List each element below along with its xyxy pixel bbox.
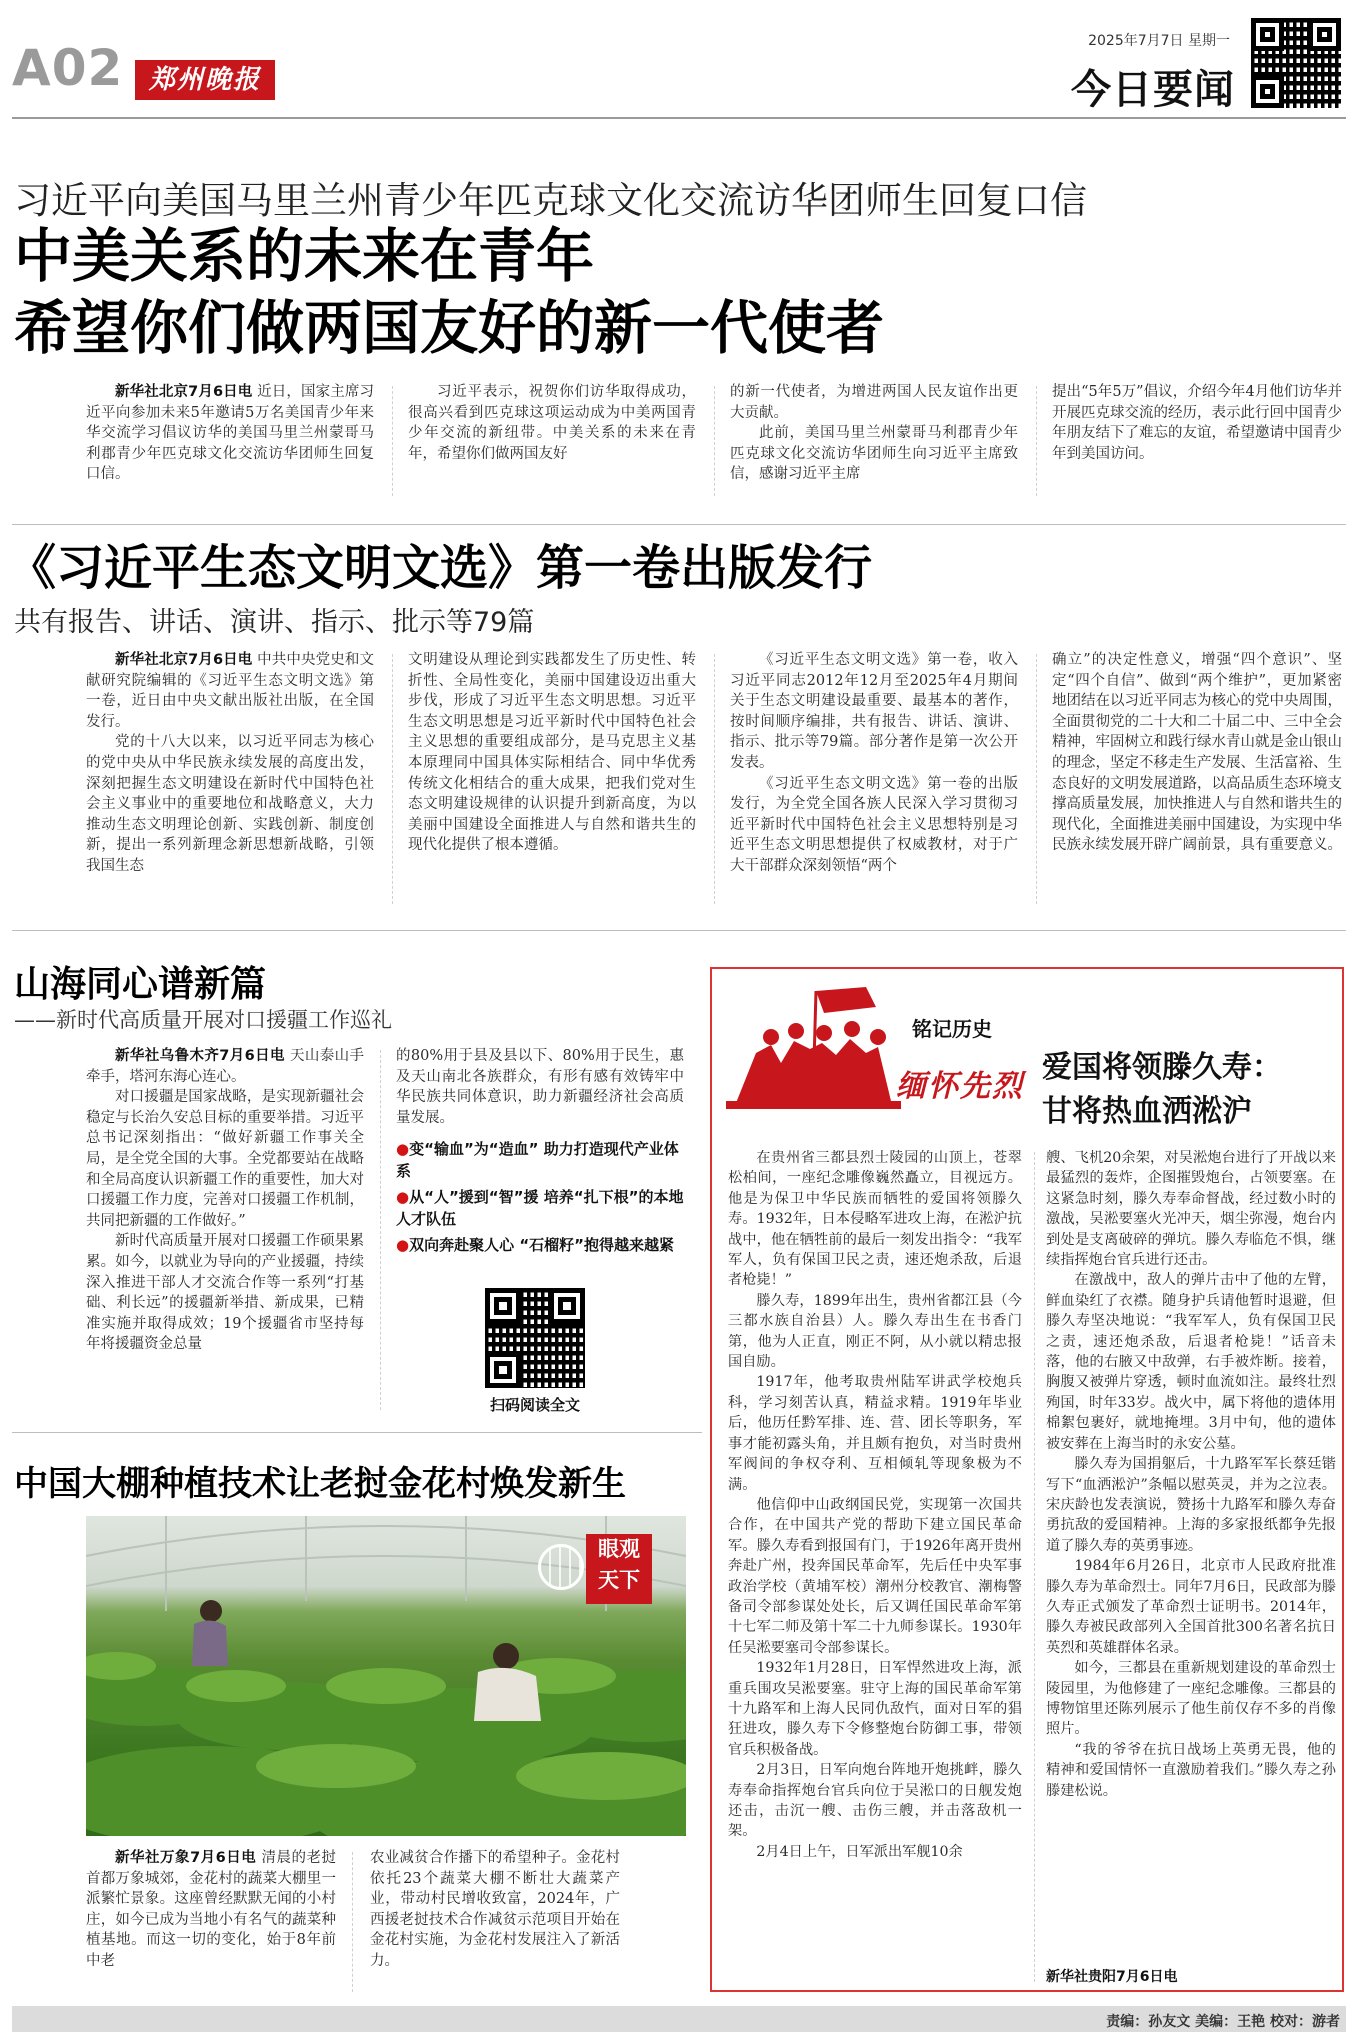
history-paragraph: 他信仰中山政纲国民党，实现第一次国共合作，在中国共产党的帮助下建立国民革命军。滕久寿看到报国有门，于1926年离开贵州奔赴广州，投奔国民革命军，先后任中央军事政治学校（黄埔军校）潮州分校教官、潮梅警备司令部参谋处处长，后又调任国民革命军第十七军二师及第十军二十九师参谋长。1930年任吴淞要塞司令部参谋长。: [728, 1496, 1022, 1656]
xinjiang-subtitle: ——新时代高质量开展对口援疆工作巡礼: [14, 1008, 392, 1032]
column-divider: [714, 386, 715, 496]
lead-col2-text: 习近平表示，祝贺你们访华取得成功，很高兴看到匹克球这项运动成为中美两国青少年交流的新纽带。中美关系的未来在青年，希望你们做两国友好: [408, 384, 696, 462]
key-point-text: 从“人”援到“智”援 培养“扎下根”的本地人才队伍: [396, 1188, 684, 1228]
section-title: 今日要闻: [1071, 67, 1235, 113]
history-paragraph: 在贵州省三都县烈士陵园的山顶上，苍翠松柏间，一座纪念雕像巍然矗立，目视远方。他是为保卫中华民族而牺牲的爱国将领滕久寿。1932年，日本侵略军进攻上海，在淞沪抗战中，他在牺牲前的最后一刻发出指令：“我军军人，负有保国卫民之责，速还炮杀敌，后退者枪毙！”: [728, 1150, 1022, 1289]
xinjiang-key-points: [396, 1138, 686, 1270]
paper-logo: 郑州晚报: [135, 60, 275, 100]
dateline: 新华社北京7月6日电: [115, 652, 253, 668]
lead-column-2: [408, 382, 696, 502]
eco-column-2: [408, 650, 696, 908]
section-rule: [12, 524, 1346, 525]
column-divider: [1034, 1152, 1035, 1982]
history-signoff: 新华社贵阳7月6日电: [1046, 1969, 1178, 1985]
eco-column-1: [86, 650, 374, 908]
bullet-icon: ●: [396, 1140, 410, 1158]
xinjiang-col1-text-c: 新时代高质量开展对口援疆工作硕果累累。如今，以就业为导向的产业援疆，持续深入推进干部人才交流合作等一系列“打基础、利长远”的援疆新举措、新成果，已精准实施并取得成效；19个援疆省市坚持每年将援疆资金总量: [86, 1233, 364, 1353]
lead-title-line1: 中美关系的未来在青年: [14, 222, 595, 290]
masthead-rule: [12, 117, 1346, 119]
history-title-line1: 爱国将领滕久寿：: [1042, 1050, 1282, 1085]
lead-col1-text: 近日，国家主席习近平向参加未来5年邀请5万名美国青少年来华交流学习倡议访华的美国马里兰州蒙哥马利郡青少年匹克球文化交流访华团师生回复口信。: [86, 384, 374, 483]
lead-col3-text-b: 此前，美国马里兰州蒙哥马利郡青少年匹克球文化交流访华团师生向习近平主席致信，感谢习近平主席: [730, 425, 1018, 483]
section-badge: [586, 1534, 652, 1604]
eco-title: 《习近平生态文明文选》第一卷出版发行: [8, 540, 873, 596]
column-divider: [392, 386, 393, 496]
village-col1-text: 清晨的老挝首都万象城郊，金花村的蔬菜大棚里一派繁忙景象。这座曾经默默无闻的小村庄，如今已成为当地小有名气的蔬菜种植基地。而这一切的变化，始于8年前中老: [86, 1850, 336, 1969]
badge-line-2: 天下: [598, 1568, 640, 1592]
section-rule: [12, 1432, 702, 1433]
history-paragraph: 艘、飞机20余架，对吴淞炮台进行了开战以来最猛烈的轰炸，企图摧毁炮台，占领要塞。在这紧急时刻，滕久寿奉命督战，经过数小时的激战，吴淞要塞火光冲天，烟尘弥漫，炮台内到处是支离破碎的弹坑。滕久寿临危不惧，继续指挥炮台官兵进行还击。: [1046, 1150, 1336, 1269]
masthead-qr-code[interactable]: [1251, 18, 1341, 108]
xinjiang-col1-text-a: 天山泰山手牵手，塔河东海心连心。: [86, 1048, 364, 1085]
eco-col1-text-a: 中共中央党史和文献研究院编辑的《习近平生态文明文选》第一卷，近日由中央文献出版社出版，在全国发行。: [86, 652, 374, 730]
footer-credits: 责编：孙友文 美编：王艳 校对：游者: [1106, 2014, 1340, 2030]
section-rule: [12, 930, 1346, 931]
history-paragraph: 1984年6月26日，北京市人民政府批准滕久寿为革命烈士。同年7月6日，民政部为滕久寿正式颁发了革命烈士证明书。2014年，滕久寿被民政部列入全国首批300名著名抗日英烈和英雄群体名录。: [1046, 1558, 1336, 1656]
lead-title-line2: 希望你们做两国友好的新一代使者: [14, 294, 885, 362]
banner-label: 铭记历史: [912, 1017, 992, 1041]
history-column-1: [728, 1148, 1022, 1986]
lead-col3-text-a: 的新一代使者，为增进两国人民友谊作出更大贡献。: [730, 384, 1018, 421]
history-paragraph: 2月3日，日军向炮台阵地开炮挑衅，滕久寿奉命指挥炮台官兵向位于吴淞口的日舰发炮还击，击沉一艘、击伤三艘，并击落敌机一架。: [728, 1762, 1022, 1840]
xinjiang-column-1: [86, 1046, 364, 1416]
globe-icon: [538, 1544, 584, 1590]
farmer-figure-1: [192, 1600, 228, 1666]
column-divider: [380, 1050, 381, 1410]
farmer-figure-2: [474, 1643, 541, 1721]
banner-script: 缅怀先烈: [896, 1069, 1024, 1104]
greenhouse-photo: [86, 1516, 686, 1836]
column-divider: [714, 654, 715, 904]
eco-col2-text: 文明建设从理论到实践都发生了历史性、转折性、全局性变化，美丽中国建设迈出重大步伐，形成了习近平生态文明思想。习近平生态文明思想是习近平新时代中国特色社会主义思想的重要组成部分，是马克思主义基本原理同中国具体实际相结合、同中华优秀传统文化相结合的重大成果，把我们党对生态文明建设规律的认识提升到新高度，为以美丽中国建设全面推进人与自然和谐共生的现代化提供了根本遵循。: [408, 652, 696, 854]
eco-subtitle: 共有报告、讲话、演讲、指示、批示等79篇: [14, 607, 535, 638]
dateline: 新华社万象7月6日电: [115, 1850, 257, 1866]
issue-date: 2025年7月7日 星期一: [1088, 33, 1230, 49]
key-point: [396, 1186, 686, 1230]
xinjiang-title: 山海同心谱新篇: [14, 964, 267, 1005]
history-paragraph: 1917年，他考取贵州陆军讲武学校炮兵科，学习刻苦认真，精益求精。1919年毕业后，他历任黔军排、连、营、团长等职务，军事才能初露头角，并且颇有抱负，对当时贵州军阀间的争权夺利、互相倾轧等现象极为不满。: [728, 1374, 1022, 1493]
key-point: [396, 1234, 686, 1256]
xinjiang-col2-text: 的80%用于县及县以下、80%用于民生，惠及天山南北各族群众，有形有感有效铸牢中华民族共同体意识，助力新疆经济社会高质量发展。: [396, 1048, 684, 1126]
soldiers-silhouette-icon: [726, 983, 1036, 1133]
bullet-icon: ●: [396, 1188, 410, 1206]
history-column-2: [1046, 1148, 1336, 1964]
history-paragraph: 滕久寿，1899年出生，贵州省都江县（今三都水族自治县）人。滕久寿出生在书香门第，他为人正直，刚正不阿，从小就以精忠报国自励。: [728, 1292, 1022, 1371]
eco-column-4: [1052, 650, 1342, 908]
history-paragraph: 2月4日上午，日军派出军舰10余: [756, 1843, 963, 1860]
history-paragraph: 滕久寿为国捐躯后，十九路军军长蔡廷锴写下“血洒淞沪”条幅以慰英灵，并为之泣表。宋庆龄也发表演说，赞扬十九路军和滕久寿奋勇抗敌的爱国精神。上海的多家报纸都争先报道了滕久寿的英勇事迹。: [1046, 1456, 1336, 1554]
column-divider: [1036, 386, 1037, 496]
xinjiang-col1-text-b: 对口援疆是国家战略，是实现新疆社会稳定与长治久安总目标的重要举措。习近平总书记深刻指出：“做好新疆工作事关全局，是全党全国的大事。全党都要站在战略和全局高度认识新疆工作的重要性，加大对口援疆工作力度，完善对口援疆工作机制，共同把新疆的工作做好。”: [86, 1089, 364, 1229]
column-divider: [352, 1852, 353, 1992]
history-paragraph: 如今，三都县在重新规划建设的革命烈士陵园里，为他修建了一座纪念雕像。三都县的博物馆里还陈列展示了他生前仅存不多的肖像照片。: [1046, 1660, 1336, 1738]
bullet-icon: ●: [396, 1236, 410, 1254]
history-banner-art: [726, 983, 1036, 1133]
village-column-2: [370, 1848, 620, 1998]
history-paragraph: “我的爷爷在抗日战场上英勇无畏，他的精神和爱国情怀一直激励着我们。”滕久寿之孙滕建松说。: [1046, 1741, 1336, 1799]
page-number: A02: [12, 39, 124, 97]
lead-column-1: [86, 382, 374, 502]
key-point-text: 变“输血”为“造血” 助力打造现代产业体系: [396, 1140, 679, 1180]
dateline: 新华社乌鲁木齐7月6日电: [115, 1048, 285, 1064]
eco-col1-text-b: 党的十八大以来，以习近平同志为核心的党中央从中华民族永续发展的高度出发，深刻把握生态文明建设在新时代中国特色社会主义事业中的重要地位和战略意义，大力推动生态文明理论创新、实践创新、制度创新，提出一系列新理念新思想新战略，引领我国生态: [86, 734, 374, 874]
xinjiang-qr-code[interactable]: [485, 1288, 585, 1388]
badge-line-1: 眼观: [598, 1537, 640, 1561]
dateline: 新华社北京7月6日电: [115, 384, 253, 400]
lead-col4-text: 提出“5年5万”倡议，介绍今年4月他们访华并开展匹克球交流的经历，表示此行回中国青少年朋友结下了难忘的友谊，希望邀请中国青少年到美国访问。: [1052, 384, 1342, 462]
key-point: [396, 1138, 686, 1182]
village-title: 中国大棚种植技术让老挝金花村焕发新生: [14, 1464, 626, 1504]
qr-caption: 扫码阅读全文: [489, 1396, 580, 1414]
lead-kicker: 习近平向美国马里兰州青少年匹克球文化交流访华团师生回复口信: [14, 179, 1087, 222]
key-point-text: 双向奔赴聚人心 “石榴籽”抱得越来越紧: [409, 1236, 675, 1254]
lead-column-3: [730, 382, 1018, 502]
eco-column-3: [730, 650, 1018, 908]
eco-col4-text: 确立”的决定性意义，增强“四个意识”、坚定“四个自信”、做到“两个维护”，更加紧密地团结在以习近平同志为核心的党中央周围，全面贯彻党的二十大和二十届二中、三中全会精神，牢固树立和践行绿水青山就是金山银山的理念，坚定不移走生产发展、生活富裕、生态良好的文明发展道路，以高品质生态环境支撑高质量发展，加快推进人与自然和谐共生的现代化，全面推进美丽中国建设，为实现中华民族永续发展开辟广阔前景，具有重要意义。: [1052, 652, 1342, 854]
history-paragraph: 1932年1月28日，日军悍然进攻上海，派重兵围攻吴淞要塞。驻守上海的国民革命军第十九路军和上海人民同仇敌忾，面对日军的猖狂进攻，滕久寿下令修整炮台防御工事，带领官兵积极备战。: [728, 1660, 1022, 1758]
history-paragraph: 在激战中，敌人的弹片击中了他的左臂，鲜血染红了衣襟。随身护兵请他暂时退避，但滕久寿坚决地说：“我军军人，负有保国卫民之责，速还炮杀敌，后退者枪毙！”话音未落，他的右腋又中敌弹，右手被炸断。接着，胸腹又被弹片穿透，顿时血流如注。最终壮烈殉国，时年33岁。战火中，属下将他的遗体用棉絮包裹好，就地掩埋。3月中旬，他的遗体被安葬在上海当时的永安公墓。: [1046, 1272, 1336, 1452]
eco-col3-text-b: 《习近平生态文明文选》第一卷的出版发行，为全党全国各族人民深入学习贯彻习近平新时代中国特色社会主义思想特别是习近平生态文明思想提供了权威教材，对于广大干部群众深刻领悟“两个: [730, 775, 1018, 874]
history-title-line2: 甘将热血洒淞沪: [1042, 1094, 1252, 1129]
village-col2-text: 农业减贫合作播下的希望种子。金花村依托23个蔬菜大棚不断壮大蔬菜产业，带动村民增收致富，2024年，广西援老挝技术合作减贫示范项目开始在金花村实施，为金花村发展注入了新活力。: [370, 1850, 620, 1969]
eco-col3-text-a: 《习近平生态文明文选》第一卷，收入习近平同志2012年12月至2025年4月期间关于生态文明建设最重要、最基本的著作，按时间顺序编排，共有报告、讲话、演讲、指示、批示等79篇。部分著作是第一次公开发表。: [730, 652, 1018, 771]
lead-column-4: [1052, 382, 1342, 502]
village-column-1: [86, 1848, 336, 1998]
column-divider: [1036, 654, 1037, 904]
column-divider: [392, 654, 393, 904]
